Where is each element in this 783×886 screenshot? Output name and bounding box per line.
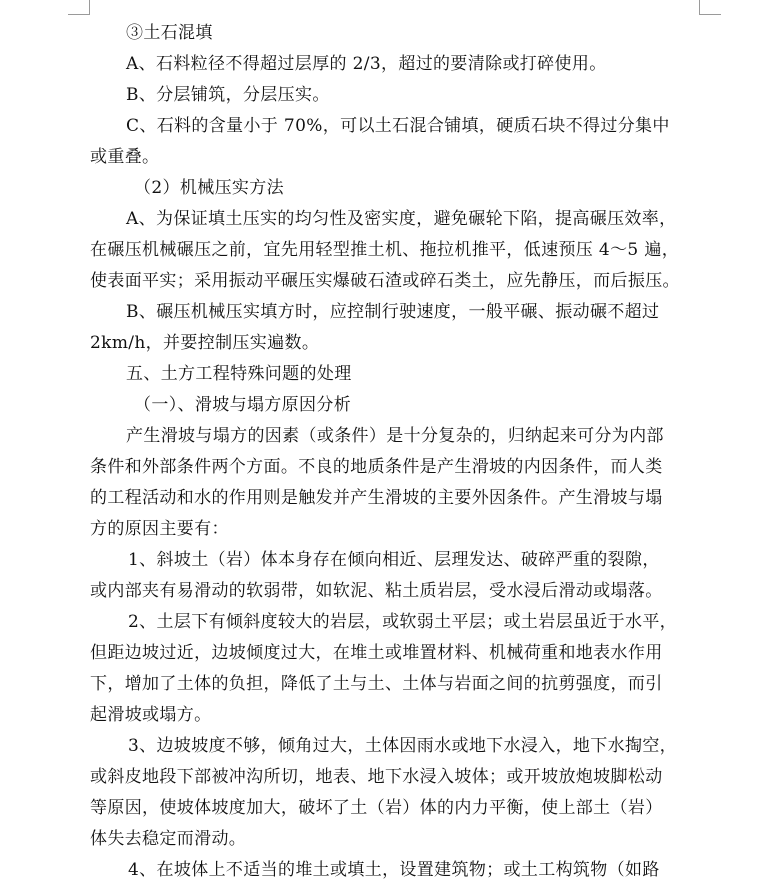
paragraph-line: A、石料粒径不得超过层厚的 2/3，超过的要清除或打碎使用。 [126,54,607,74]
paragraph-line: 起滑坡或塌方。 [90,705,212,725]
section-heading: 五、土方工程特殊问题的处理 [126,364,352,384]
paragraph-line: 方的原因主要有： [90,519,229,539]
paragraph-line: 使表面平实；采用振动平碾压实爆破石渣或碎石类土，应先静压，而后振压。 [90,271,680,291]
paragraph-line: 或内部夹有易滑动的软弱带，如软泥、粘土质岩层，受水浸后滑动或塌落。 [90,581,663,601]
paragraph-line: B、分层铺筑，分层压实。 [126,85,330,105]
subheading: （一）、滑坡与塌方原因分析 [134,395,352,415]
subheading: （2）机械压实方法 [134,178,284,198]
paragraph-line: 体失去稳定而滑动。 [90,829,247,849]
paragraph-line: 在碾压机械碾压之前，宜先用轻型推土机、拖拉机推平，低速预压 4～5 遍， [90,240,680,260]
paragraph-line: 2km/h，并要控制压实遍数。 [90,333,320,353]
paragraph-line: C、石料的含量小于 70%，可以土石混合铺填，硬质石块不得过分集中 [126,116,670,136]
paragraph-line: A、为保证填土压实的均匀性及密实度，避免碾轮下陷，提高碾压效率， [126,209,677,229]
document-body[interactable] [90,18,702,886]
paragraph-line: 或重叠。 [90,147,160,167]
paragraph-line: 的工程活动和水的作用则是触发并产生滑坡的主要外因条件。产生滑坡与塌 [90,488,663,508]
paragraph-line: 但距边坡过近，边坡倾度过大，在堆土或堆置材料、机械荷重和地表水作用 [90,643,663,663]
paragraph-line: 或斜皮地段下部被冲沟所切，地表、地下水浸入坡体；或开坡放炮坡脚松动 [90,767,663,787]
crop-mark-top-right [699,14,721,15]
paragraph-line: 3、边坡坡度不够，倾角过大，土体因雨水或地下水浸入，地下水掏空， [128,736,678,756]
paragraph-line: 等原因，使坡体坡度加大，破坏了土（岩）体的内力平衡，使上部土（岩） [90,798,663,818]
paragraph-line: 2、土层下有倾斜度较大的岩层，或软弱土平层；或土岩层虽近于水平， [128,612,678,632]
paragraph-line: 产生滑坡与塌方的因素（或条件）是十分复杂的，归纳起来可分为内部 [126,426,664,446]
paragraph-line: 条件和外部条件两个方面。不良的地质条件是产生滑坡的内因条件，而人类 [90,457,663,477]
crop-mark-top-left [68,14,90,15]
subheading: ③土石混填 [126,23,213,43]
paragraph-line: B、碾压机械压实填方时，应控制行驶速度，一般平碾、振动碾不超过 [126,302,660,322]
paragraph-line: 下，增加了土体的负担，降低了土与土、土体与岩面之间的抗剪强度，而引 [90,674,663,694]
paragraph-line: 1、斜坡土（岩）体本身存在倾向相近、层理发达、破碎严重的裂隙， [128,550,660,570]
crop-mark-top-right [699,0,700,15]
crop-mark-top-left [89,0,90,15]
paragraph-line: 4、在坡体上不适当的堆土或填土，设置建筑物；或土工构筑物（如路 [128,860,660,880]
